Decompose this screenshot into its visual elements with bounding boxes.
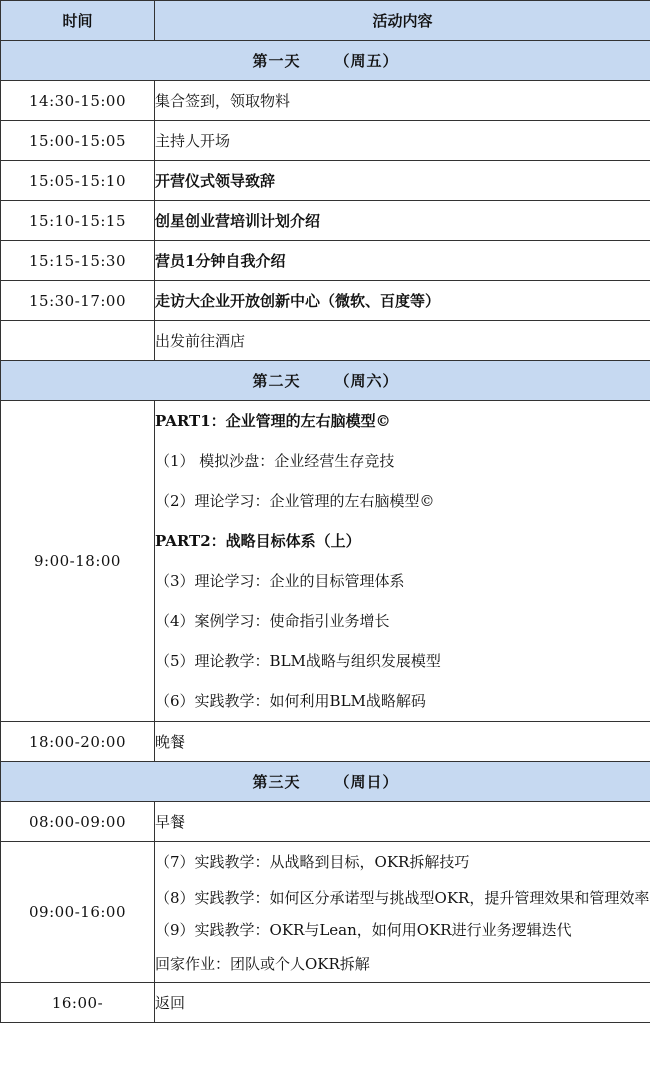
section-heading: PART1：企业管理的左右脑模型© (155, 412, 391, 430)
list-item: （7）实践教学：从战略到目标，OKR拆解技巧 (155, 853, 470, 871)
table-row (1, 401, 650, 722)
list-item: （4）案例学习：使命指引业务增长 (155, 612, 390, 630)
activity-cell (155, 842, 650, 983)
table-row (1, 321, 650, 361)
list-item: 回家作业：团队或个人OKR拆解 (155, 955, 370, 973)
time-cell: 15:00-15:05 (1, 121, 155, 161)
list-item: （1） 模拟沙盘：企业经营生存竞技 (155, 452, 395, 470)
day-row-1 (1, 41, 650, 81)
list-item: （6）实践教学：如何利用BLM战略解码 (155, 692, 426, 710)
table-row (1, 802, 650, 842)
activity-cell: 晚餐 (155, 722, 650, 762)
activity-cell: 返回 (155, 983, 650, 1023)
time-cell: 9:00-18:00 (1, 401, 155, 722)
activity-cell: 早餐 (155, 802, 650, 842)
table-row (1, 722, 650, 762)
table-header-row (1, 1, 650, 41)
day-heading: 第三天 （周日） (1, 762, 650, 802)
day-row-2 (1, 361, 650, 401)
activity-cell: 主持人开场 (155, 121, 650, 161)
activity-cell: 开营仪式领导致辞 (155, 161, 650, 201)
list-item: （2）理论学习：企业管理的左右脑模型© (155, 492, 435, 510)
list-item: （3）理论学习：企业的目标管理体系 (155, 572, 405, 590)
time-cell: 09:00-16:00 (1, 842, 155, 983)
time-cell: 15:15-15:30 (1, 241, 155, 281)
activity-cell: 集合签到，领取物料 (155, 81, 650, 121)
list-item: （5）理论教学：BLM战略与组织发展模型 (155, 652, 441, 670)
table-row (1, 81, 650, 121)
table-row (1, 161, 650, 201)
table-row (1, 983, 650, 1023)
list-item: （8）实践教学：如何区分承诺型与挑战型OKR，提升管理效果和管理效率 (155, 889, 650, 907)
list-item: （9）实践教学：OKR与Lean，如何用OKR进行业务逻辑迭代 (155, 921, 572, 939)
activity-cell: 走访大企业开放创新中心（微软、百度等） (155, 281, 650, 321)
time-cell: 18:00-20:00 (1, 722, 155, 762)
activity-cell: 创星创业营培训计划介绍 (155, 201, 650, 241)
table-row (1, 201, 650, 241)
time-cell: 15:05-15:10 (1, 161, 155, 201)
time-cell (1, 321, 155, 361)
time-cell: 15:30-17:00 (1, 281, 155, 321)
table-row (1, 241, 650, 281)
time-cell: 16:00- (1, 983, 155, 1023)
table-row (1, 842, 650, 983)
table-row (1, 121, 650, 161)
day-row-3 (1, 762, 650, 802)
section-heading: PART2：战略目标体系（上） (155, 532, 361, 550)
activity-cell (155, 401, 650, 722)
header-content: 活动内容 (155, 1, 650, 41)
time-cell: 08:00-09:00 (1, 802, 155, 842)
header-time: 时间 (1, 1, 155, 41)
table-row (1, 281, 650, 321)
day-heading: 第二天 （周六） (1, 361, 650, 401)
time-cell: 15:10-15:15 (1, 201, 155, 241)
activity-cell: 出发前往酒店 (155, 321, 650, 361)
activity-cell: 营员1分钟自我介绍 (155, 241, 650, 281)
day-heading: 第一天 （周五） (1, 41, 650, 81)
time-cell: 14:30-15:00 (1, 81, 155, 121)
